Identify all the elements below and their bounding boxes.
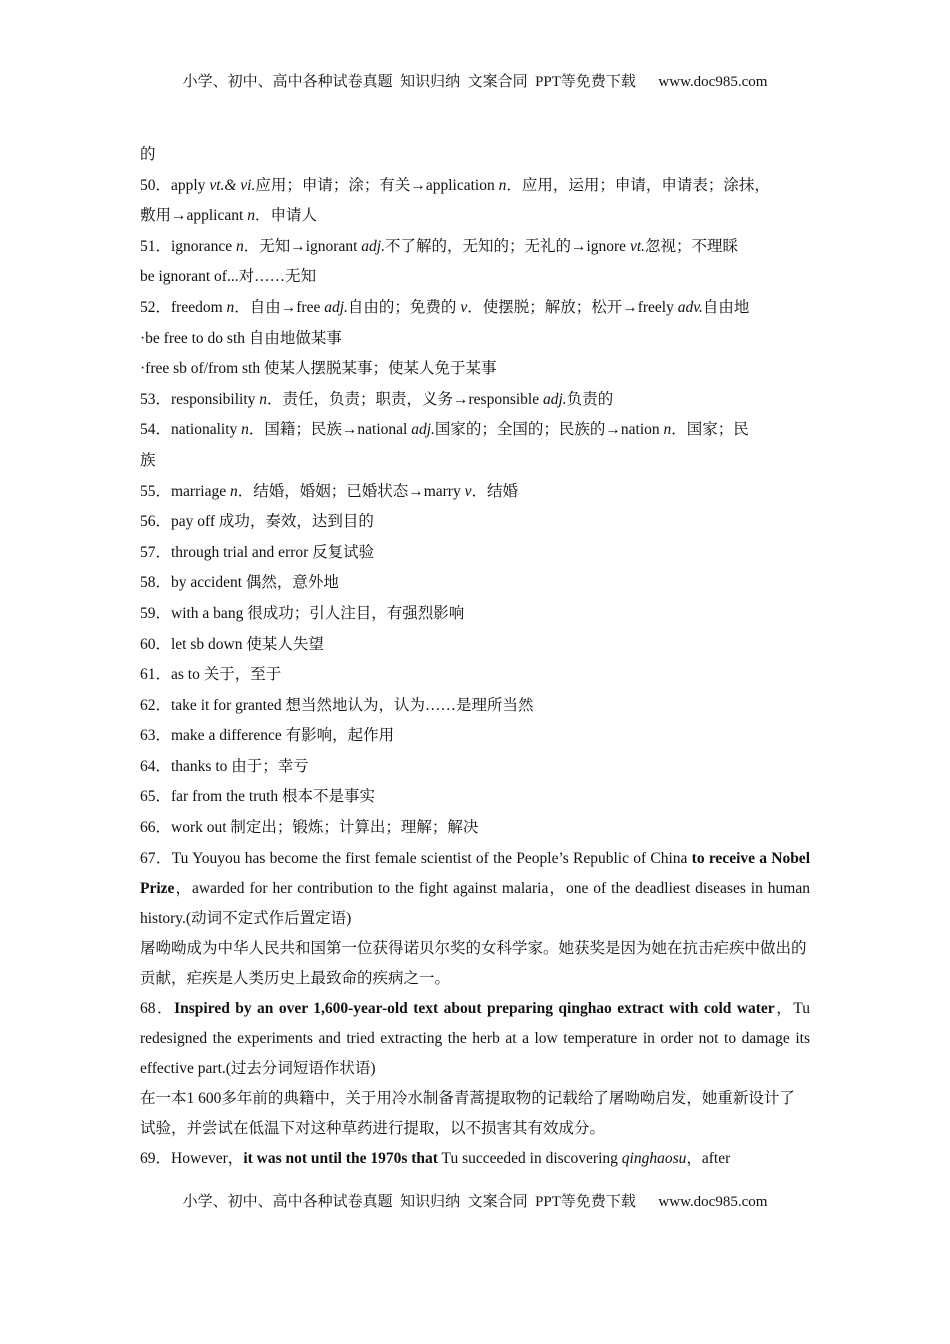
entry-51: 51．ignorance n．无知→ignorant adj.不了解的，无知的；无礼的→ignore vt.忽视；不理睬: [140, 237, 739, 255]
entry-52-phrase-2: ·free sb of/from sth 使某人摆脱某事；使某人免于某事: [140, 360, 497, 378]
entry-62: 62．take it for granted 想当然地认为，认为……是理所当然: [140, 696, 534, 714]
entry-67: 67．Tu Youyou has become the first female scientist of the People’s Republic of China to receive a Nobel Prize，awarded for her contribution to the fight against malaria，one of the deadliest diseases in human history.(动词不定式作后置定语): [140, 849, 810, 927]
text-line: 的: [140, 146, 156, 163]
entry-65: 65．far from the truth 根本不是事实: [140, 788, 376, 806]
entry-68: 68．Inspired by an over 1,600-year-old text about preparing qinghao extract with cold water，Tu redesigned the experiments and tried extracting the herb at a low temperature in order not to damage its effective part.(过去分词短语作状语): [140, 999, 810, 1077]
entry-64: 64．thanks to 由于；幸亏: [140, 757, 309, 775]
entry-52: 52．freedom n．自由→free adj.自由的；免费的 v．使摆脱；解放；松开→freely adv.自由地: [140, 298, 750, 316]
entry-51-phrase: be ignorant of...对……无知: [140, 268, 317, 286]
entry-60: 60．let sb down 使某人失望: [140, 635, 324, 653]
entry-58: 58．by accident 偶然，意外地: [140, 574, 339, 592]
page-footer: 小学、初中、高中各种试卷真题 知识归纳 文案合同 PPT等免费下载 www.doc985.com: [182, 1194, 768, 1210]
entry-50: 50．apply vt.& vi.应用；申请；涂；有关→application n．应用，运用；申请，申请表；涂抹，: [140, 176, 770, 194]
page-header: 小学、初中、高中各种试卷真题 知识归纳 文案合同 PPT等免费下载 www.doc985.com: [182, 74, 768, 90]
entry-68-translation: 在一本1 600多年前的典籍中，关于用冷水制备青蒿提取物的记载给了屠呦呦启发，她重新设计了试验，并尝试在低温下对这种草药进行提取，以不损害其有效成分。: [140, 1089, 795, 1137]
entry-66: 66．work out 制定出；锻炼；计算出；理解；解决: [140, 819, 479, 837]
entry-55: 55．marriage n．结婚，婚姻；已婚状态→marry v．结婚: [140, 482, 518, 500]
entry-59: 59．with a bang 很成功；引人注目，有强烈影响: [140, 604, 465, 622]
entry-69: 69．However，it was not until the 1970s that Tu succeeded in discovering qinghaosu，after: [140, 1149, 731, 1167]
entry-56: 56．pay off 成功，奏效，达到目的: [140, 513, 374, 531]
entry-63: 63．make a difference 有影响，起作用: [140, 727, 395, 745]
entry-52-phrase-1: ·be free to do sth 自由地做某事: [140, 329, 342, 347]
entry-57: 57．through trial and error 反复试验: [140, 543, 375, 561]
entry-67-translation: 屠呦呦成为中华人民共和国第一位获得诺贝尔奖的女科学家。她获奖是因为她在抗击疟疾中做出的贡献，疟疾是人类历史上最致命的疾病之一。: [140, 939, 807, 987]
entry-53: 53．responsibility n．责任，负责；职责，义务→responsible adj.负责的: [140, 390, 614, 408]
entry-61: 61．as to 关于，至于: [140, 666, 282, 684]
document-body: [140, 140, 810, 1174]
entry-54: 54．nationality n．国籍；民族→national adj.国家的；全国的；民族的→nation n．国家；民: [140, 421, 749, 439]
entry-50-cont: 敷用→applicant n．申请人: [140, 207, 317, 225]
entry-54-cont: 族: [140, 451, 156, 469]
